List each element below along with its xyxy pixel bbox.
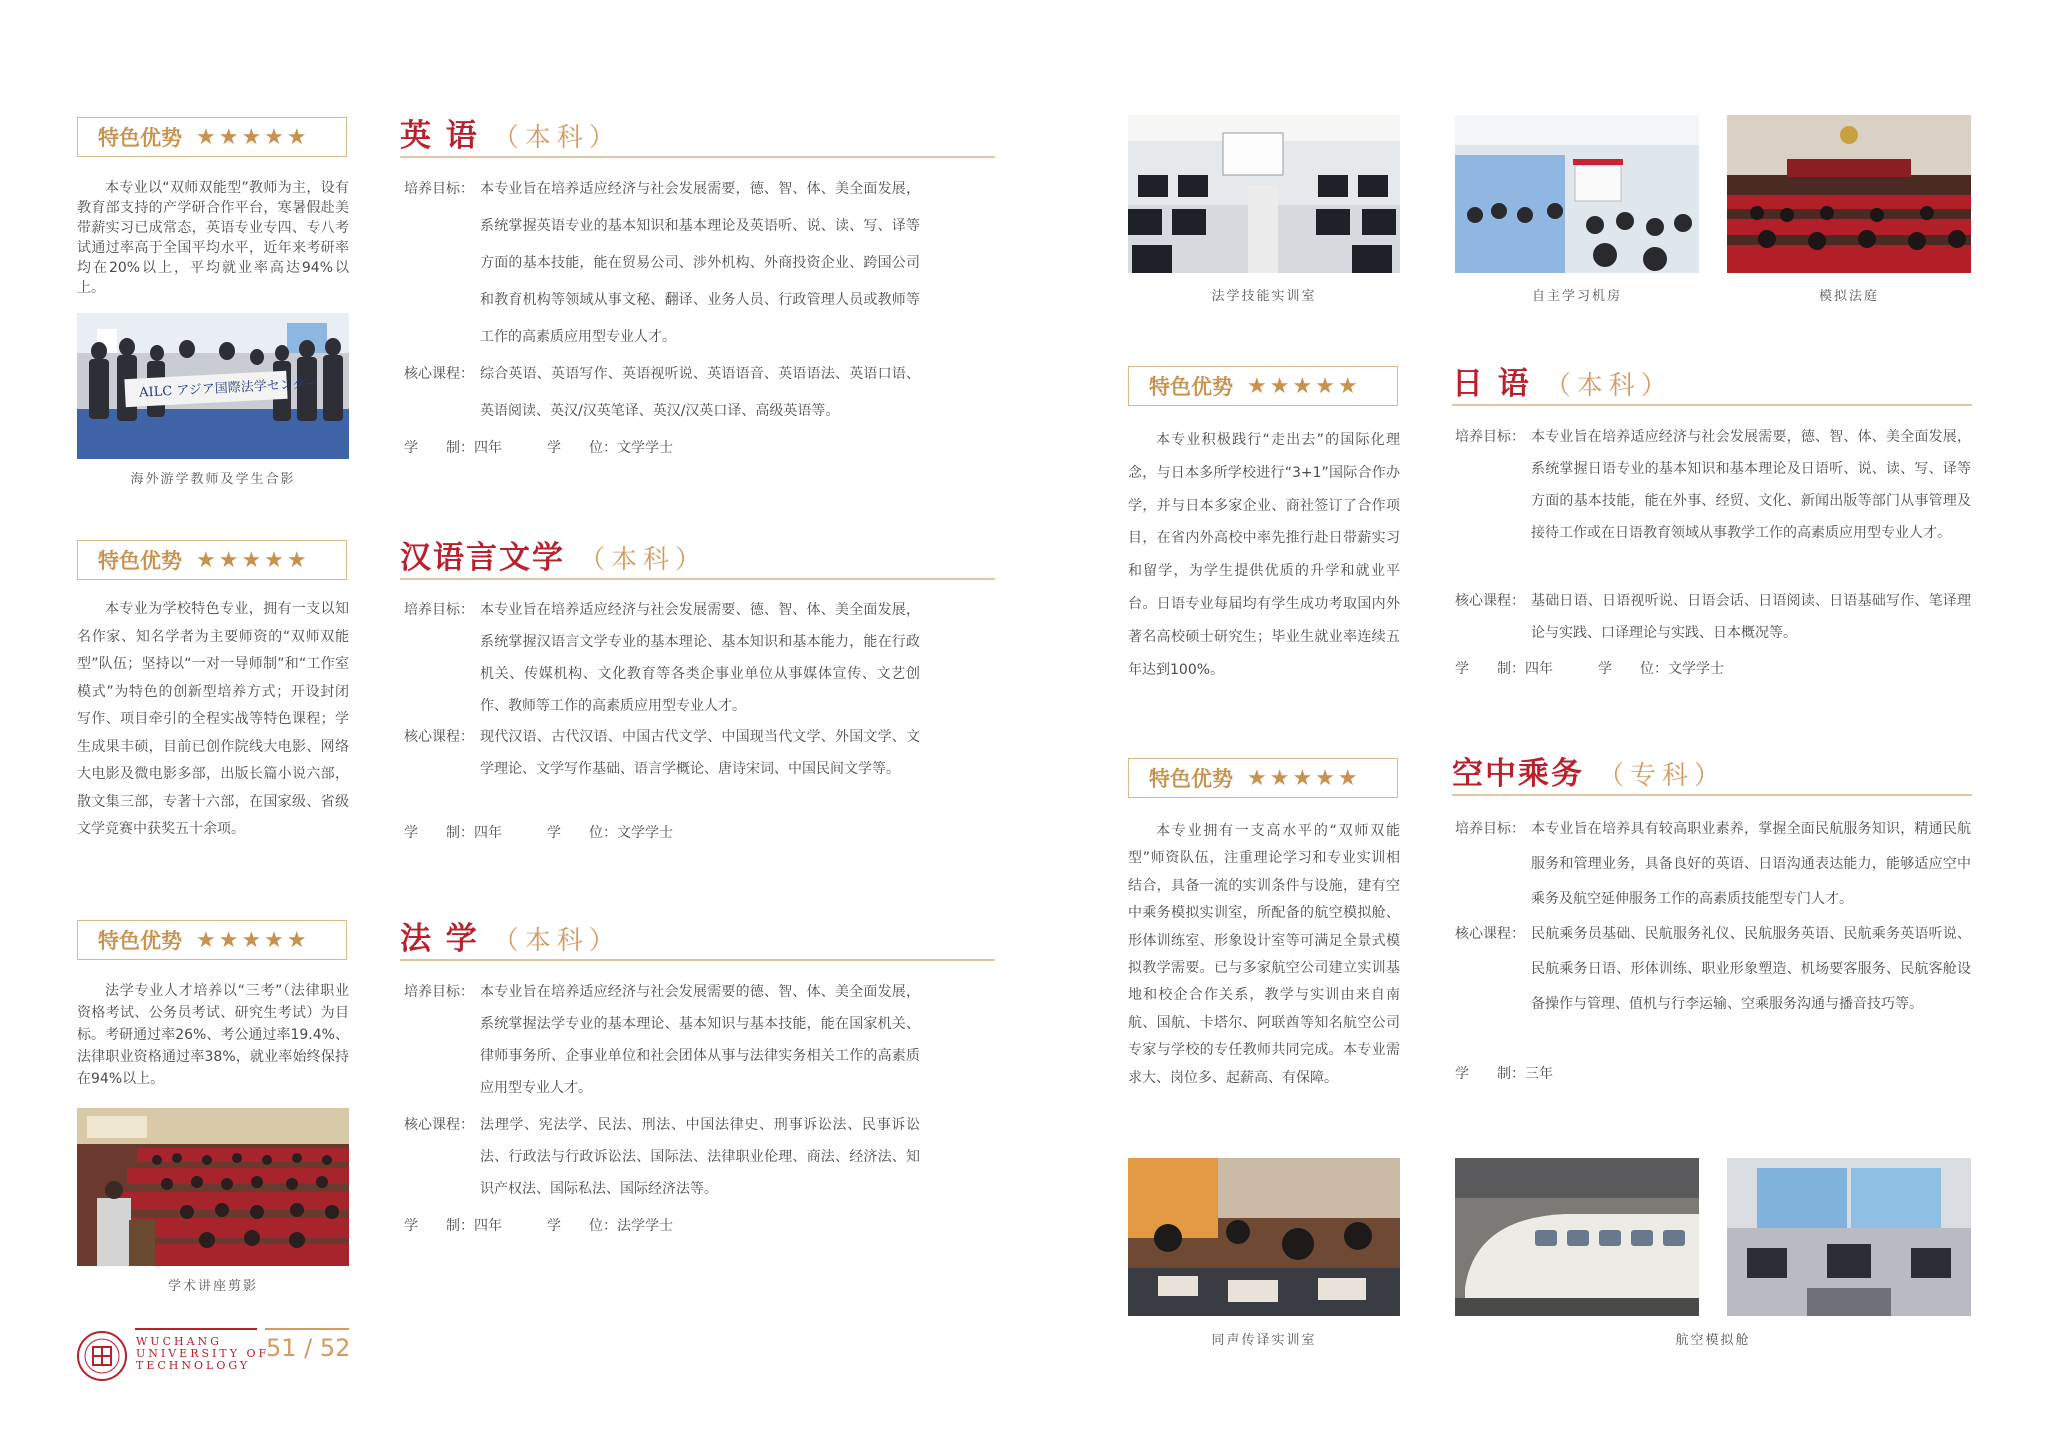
chinese-feature-text: 本专业为学校特色专业，拥有一支以知名作家、知名学者为主要师资的“双师双能型”队伍；坚持以“一对一导师制”和“工作室模式”为特色的创新型培养方式；开设封闭写作、项目牵引的全程实战等特色课程；学生成果丰硕，目前已创作院线大电影、网络大电影及微电影多部，出版长篇小说六部，散文集三部，专著十六部，在国家级、省级文学竞赛中获奖五十余项。 xyxy=(77,601,349,837)
feature-badge-law xyxy=(77,920,347,960)
japanese-feature-text: 本专业积极践行“走出去”的国际化理念，与日本多所学校进行“3+1”国际合作办学，并与日本多家企业、商社签订了合作项目，在省内外高校中率先推行赴日带薪实习和留学，为学生提供优质的升学和就业平台。日语专业每届均有学生成功考取国内外著名高校硕士研究生；毕业生就业率连续五年达到100%。 xyxy=(1128,432,1400,678)
duration-value: 四年 xyxy=(474,440,502,456)
goal-label: 培养目标： xyxy=(404,984,474,1000)
study-room-image xyxy=(1455,115,1699,273)
lecture-photo xyxy=(77,1108,349,1266)
aviation-simulator-photo-1 xyxy=(1455,1158,1699,1316)
goal-text: 本专业旨在培养具有较高职业素养，掌握全面民航服务知识，精通民航服务和管理业务，具备良好的英语、日语沟通表达能力，能够适应空中乘务及航空延伸服务工作的高素质技能型专门人才。 xyxy=(1531,821,1971,907)
major-name: 日 语 xyxy=(1452,366,1531,402)
goal-text: 本专业旨在培养适应经济与社会发展需要，德、智、体、美全面发展，系统掌握英语专业的基本知识和基本理论及英语听、说、读、写、译等方面的基本技能，能在贸易公司、涉外机构、外商投资企业、跨国公司和教育机构等领域从事文秘、翻译、业务人员、行政管理人员或教师等工作的高素质应用型专业人才。 xyxy=(480,181,920,345)
major-name: 法 学 xyxy=(400,921,479,957)
lecture-photo-image xyxy=(77,1108,349,1266)
duration-value: 四年 xyxy=(474,825,502,841)
course-label: 核心课程： xyxy=(404,366,474,382)
photo-banner-text: AILC アジア国際法学センター xyxy=(138,376,319,401)
page-numbers: 51 / 52 xyxy=(266,1334,351,1362)
degree-value: 法学学士 xyxy=(617,1218,673,1234)
university-name-line2: UNIVERSITY OF xyxy=(136,1347,270,1360)
duration-label: 学 制： xyxy=(404,1218,474,1234)
duration-label: 学 制： xyxy=(1455,661,1525,677)
major-title-english xyxy=(400,110,995,158)
lecture-photo-caption: 学术讲座剪影 xyxy=(167,1279,258,1294)
degree-label: 学 位： xyxy=(547,1218,617,1234)
english-duration-degree xyxy=(404,437,673,457)
major-level: （专科） xyxy=(1598,761,1727,791)
feature-badge-english xyxy=(77,117,347,157)
major-title-chinese xyxy=(400,532,995,580)
law-feature-text: 法学专业人才培养以“三考”（法律职业资格考试、公务员考试、研究生考试）为目标。考研通过率26%、考公通过率19.4%、法律职业资格通过率38%，就业率始终保持在94%以上。 xyxy=(77,983,349,1087)
badge-label: 特色优势 xyxy=(1149,375,1233,399)
star-rating-icon: ★★★★★ xyxy=(196,124,310,150)
major-name: 英 语 xyxy=(400,118,479,154)
star-rating-icon: ★★★★★ xyxy=(1247,765,1361,791)
feature-badge-japanese xyxy=(1128,366,1398,406)
self-study-lab-caption: 自主学习机房 xyxy=(1531,289,1622,304)
major-title-aviation xyxy=(1452,748,1972,796)
feature-badge-aviation xyxy=(1128,758,1398,798)
duration-value: 四年 xyxy=(1525,661,1553,677)
major-title-law xyxy=(400,913,995,961)
english-feature-text: 本专业以“双师双能型”教师为主，设有教育部支持的产学研合作平台，寒暑假赴美带薪实习已成常态，英语专业专四、专八考试通过率高于全国平均水平，近年来考研率均在20%以上，平均就业率高达94%以上。 xyxy=(77,180,349,296)
course-label: 核心课程： xyxy=(404,729,474,745)
legal-skills-lab-caption: 法学技能实训室 xyxy=(1211,289,1317,304)
major-level: （本科） xyxy=(492,123,621,153)
chinese-duration-degree xyxy=(404,822,673,842)
legal-skills-lab-photo xyxy=(1128,115,1400,273)
moot-court-photo xyxy=(1727,115,1971,273)
course-label: 核心课程： xyxy=(1455,593,1525,609)
degree-value: 文学学士 xyxy=(617,825,673,841)
course-text: 现代汉语、古代汉语、中国古代文学、中国现当代文学、外国文学、文学理论、文学写作基础、语言学概论、唐诗宋词、中国民间文学等。 xyxy=(480,729,920,777)
degree-label: 学 位： xyxy=(547,825,617,841)
major-level: （本科） xyxy=(1544,371,1673,401)
aviation-feature-text: 本专业拥有一支高水平的“双师双能型”师资队伍，注重理论学习和专业实训相结合，具备一流的实训条件与设施，建有空中乘务模拟实训室，所配备的航空模拟舱、形体训练室、形象设计室等可满足全景式模拟教学需要。已与多家航空公司建立实训基地和校企合作关系，教学与实训由来自南航、国航、卡塔尔、阿联酋等知名航空公司专家与学校的专任教师共同完成。本专业需求大、岗位多、起薪高、有保障。 xyxy=(1128,823,1400,1086)
feature-badge-chinese xyxy=(77,540,347,580)
course-text: 法理学、宪法学、民法、刑法、中国法律史、刑事诉讼法、民事诉讼法、行政法与行政诉讼法、国际法、法律职业伦理、商法、经济法、知识产权法、国际私法、国际经济法等。 xyxy=(480,1117,920,1197)
course-text: 民航乘务员基础、民航服务礼仪、民航服务英语、民航乘务英语听说、民航乘务日语、形体训练、职业形象塑造、机场要客服务、民航客舱设备操作与管理、值机与行李运输、空乘服务沟通与播音技巧等。 xyxy=(1531,926,1971,1012)
footer-divider-gold xyxy=(265,1328,349,1330)
law-duration-degree xyxy=(404,1215,673,1235)
cockpit-simulator-image xyxy=(1727,1158,1971,1316)
badge-label: 特色优势 xyxy=(1149,767,1233,791)
degree-label: 学 位： xyxy=(1598,661,1668,677)
badge-label: 特色优势 xyxy=(98,929,182,953)
duration-label: 学 制： xyxy=(1455,1066,1525,1082)
duration-value: 三年 xyxy=(1525,1066,1553,1082)
major-level: （本科） xyxy=(579,545,708,575)
major-title-japanese xyxy=(1452,358,1972,406)
university-name xyxy=(136,1336,269,1372)
moot-court-image xyxy=(1727,115,1971,273)
course-label: 核心课程： xyxy=(1455,926,1525,942)
duration-value: 四年 xyxy=(474,1218,502,1234)
goal-label: 培养目标： xyxy=(404,181,474,197)
course-text: 综合英语、英语写作、英语视听说、英语语音、英语语法、英语口语、英语阅读、英汉/汉英笔译、英汉/汉英口译、高级英语等。 xyxy=(480,366,920,419)
course-text: 基础日语、日语视听说、日语会话、日语阅读、日语基础写作、笔译理论与实践、口译理论与实践、日本概况等。 xyxy=(1531,593,1971,641)
simultaneous-interpreting-lab-photo xyxy=(1128,1158,1400,1316)
goal-label: 培养目标： xyxy=(1455,429,1525,445)
japanese-duration-degree xyxy=(1455,658,1724,678)
course-label: 核心课程： xyxy=(404,1117,474,1133)
university-seal-logo xyxy=(76,1330,128,1382)
goal-label: 培养目标： xyxy=(1455,821,1525,837)
aviation-duration xyxy=(1455,1063,1553,1083)
star-rating-icon: ★★★★★ xyxy=(196,927,310,953)
duration-label: 学 制： xyxy=(404,825,474,841)
interpreting-lab-caption: 同声传译实训室 xyxy=(1211,1333,1317,1348)
interpreting-lab-image xyxy=(1128,1158,1400,1316)
degree-value: 文学学士 xyxy=(617,440,673,456)
aviation-simulator-photo-2 xyxy=(1727,1158,1971,1316)
cabin-mockup-image xyxy=(1455,1158,1699,1316)
duration-label: 学 制： xyxy=(404,440,474,456)
badge-label: 特色优势 xyxy=(98,549,182,573)
badge-label: 特色优势 xyxy=(98,126,182,150)
university-name-line3: TECHNOLOGY xyxy=(136,1359,251,1372)
degree-label: 学 位： xyxy=(547,440,617,456)
self-study-lab-photo xyxy=(1455,115,1699,273)
university-name-line1: WUCHANG xyxy=(136,1335,222,1348)
goal-label: 培养目标： xyxy=(404,602,474,618)
major-name: 汉语言文学 xyxy=(400,540,565,576)
goal-text: 本专业旨在培养适应经济与社会发展需要的德、智、体、美全面发展，系统掌握法学专业的基本理论、基本知识与基本技能，能在国家机关、律师事务所、企事业单位和社会团体从事与法律实务相关工作的高素质应用型专业人才。 xyxy=(480,984,920,1096)
degree-value: 文学学士 xyxy=(1668,661,1724,677)
overseas-photo-caption: 海外游学教师及学生合影 xyxy=(130,472,296,487)
major-name: 空中乘务 xyxy=(1452,756,1584,792)
goal-text: 本专业旨在培养适应经济与社会发展需要，德、智、体、美全面发展，系统掌握日语专业的基本知识和基本理论及日语听、说、读、写、译等方面的基本技能，能在外事、经贸、文化、新闻出版等部门从事管理及接待工作或在日语教育领域从事教学工作的高素质应用型专业人才。 xyxy=(1531,429,1971,541)
star-rating-icon: ★★★★★ xyxy=(196,547,310,573)
computer-lab-image xyxy=(1128,115,1400,273)
goal-text: 本专业旨在培养适应经济与社会发展需要、德、智、体、美全面发展，系统掌握汉语言文学专业的基本理论、基本知识和基本能力，能在行政机关、传媒机构、文化教育等各类企事业单位从事媒体宣传、文艺创作、教师等工作的高素质应用型专业人才。 xyxy=(480,602,920,714)
major-level: （本科） xyxy=(492,926,621,956)
aviation-simulator-caption: 航空模拟舱 xyxy=(1675,1333,1751,1348)
footer-divider-red xyxy=(135,1328,257,1330)
moot-court-caption: 模拟法庭 xyxy=(1818,289,1879,304)
overseas-group-photo xyxy=(77,313,349,459)
star-rating-icon: ★★★★★ xyxy=(1247,373,1361,399)
